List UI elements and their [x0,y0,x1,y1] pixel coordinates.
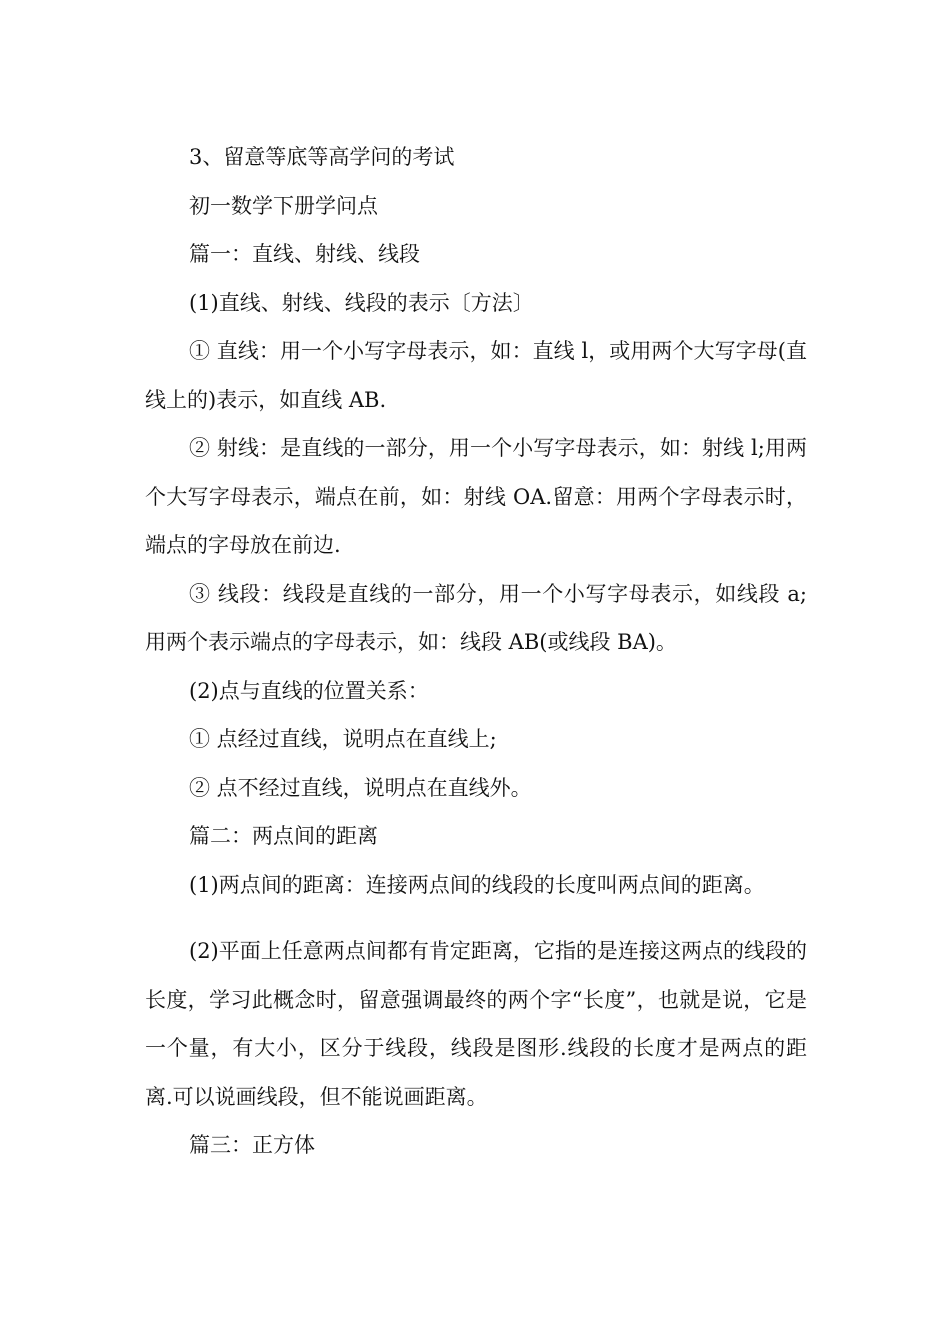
paragraph-distance-explanation: (2)平面上任意两点间都有肯定距离，它指的是连接这两点的线段的长度，学习此概念时，留意强调最终的两个字“长度”，也就是说，它是一个量，有大小，区分于线段，线段是图形.线段的长度才是两点的距离.可以说画线段，但不能说画距离。 [145,939,807,1109]
paragraph-exam-note: 3、留意等底等高学问的考试 [189,145,455,169]
paragraph-representation: (1)直线、射线、线段的表示〔方法〕 [189,290,534,315]
paragraph-point-on-line: ① 点经过直线，说明点在直线上; [189,727,497,751]
paragraph-chapter-one: 篇一：直线、射线、线段 [189,242,420,266]
paragraph-chapter-two: 篇二：两点间的距离 [189,824,378,848]
document-page [145,133,807,1170]
paragraph-point-off-line: ② 点不经过直线，说明点在直线外。 [189,775,532,800]
paragraph-chapter-three: 篇三：正方体 [189,1133,315,1157]
paragraph-ray: ② 射线：是直线的一部分，用一个小写字母表示，如：射线 l;用两个大写字母表示，端点在前，如：射线 OA.留意：用两个字母表示时，端点的字母放在前边. [145,436,807,557]
paragraph-distance-definition: (1)两点间的距离：连接两点间的线段的长度叫两点间的距离。 [189,872,765,897]
paragraph-segment: ③ 线段：线段是直线的一部分，用一个小写字母表示，如线段 a;用两个表示端点的字母表示，如：线段 AB(或线段 BA)。 [145,581,807,654]
paragraph-section-title: 初一数学下册学问点 [189,193,378,218]
paragraph-point-line-relation: (2)点与直线的位置关系： [189,678,429,703]
paragraph-gap [145,909,807,927]
paragraph-line: ① 直线：用一个小写字母表示，如：直线 l，或用两个大写字母(直线上的)表示，如直线 AB. [145,339,807,412]
